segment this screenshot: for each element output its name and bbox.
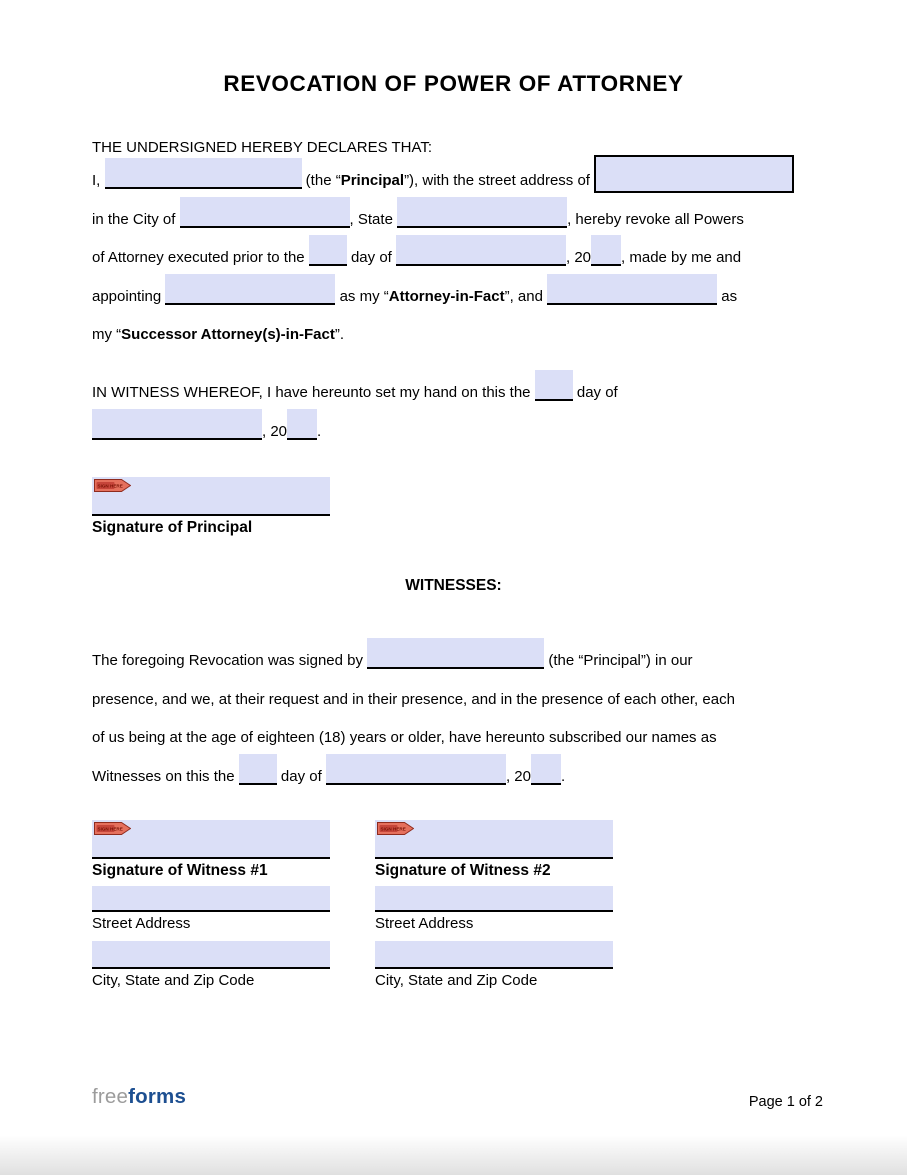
sign-here-arrow-icon[interactable] bbox=[94, 822, 131, 835]
text-segment: day of bbox=[346, 249, 396, 266]
svg-text:SIGN HERE: SIGN HERE bbox=[97, 826, 123, 832]
text-segment: ”. bbox=[334, 326, 344, 343]
declaration-heading: THE UNDERSIGNED HEREBY DECLARES THAT: bbox=[92, 139, 433, 156]
text-segment: . bbox=[317, 422, 322, 440]
text-segment: , 20 bbox=[566, 249, 592, 266]
witness2-block bbox=[375, 820, 613, 990]
prior-day-field[interactable] bbox=[309, 261, 347, 266]
text-segment: Witnesses on this the bbox=[92, 767, 239, 785]
text-segment: , made by me and bbox=[621, 249, 742, 266]
text-segment: presence, and we, at their request and in their presence, and in the presence of each other, each bbox=[92, 690, 735, 708]
principal-signature-label: Signature of Principal bbox=[92, 519, 253, 536]
text-segment: Attorney-in-Fact bbox=[388, 287, 505, 305]
witness-day-field[interactable] bbox=[239, 780, 277, 785]
svg-text:SIGN HERE: SIGN HERE bbox=[380, 826, 406, 832]
witness2-signature-field[interactable] bbox=[375, 820, 613, 859]
paragraph-line bbox=[92, 642, 735, 681]
paragraph-line bbox=[92, 278, 794, 317]
witness2-street-label: Street Address bbox=[375, 915, 474, 932]
witness1-block bbox=[92, 820, 330, 990]
page-number: Page 1 of 2 bbox=[748, 1094, 823, 1110]
text-segment: (the “Principal”) in our bbox=[544, 652, 693, 669]
execution-year-field[interactable] bbox=[287, 435, 317, 440]
logo-text-forms: forms bbox=[128, 1085, 187, 1108]
text-segment: day of bbox=[572, 384, 618, 401]
witness1-city-label: City, State and Zip Code bbox=[92, 972, 255, 989]
text-segment: in the City of bbox=[92, 210, 180, 228]
text-segment: ”), with the street address of bbox=[404, 172, 595, 189]
principal-signature-field[interactable] bbox=[92, 477, 330, 516]
page-title: REVOCATION OF POWER OF ATTORNEY bbox=[223, 71, 684, 96]
witness1-city-state-zip-field[interactable] bbox=[92, 941, 330, 969]
execution-day-field[interactable] bbox=[535, 396, 573, 401]
text-segment: appointing bbox=[92, 287, 166, 305]
principal-signature-block bbox=[92, 477, 330, 537]
text-segment: . bbox=[560, 767, 566, 785]
witness-month-field[interactable] bbox=[326, 780, 506, 785]
page-bottom-shadow bbox=[0, 1135, 907, 1175]
freeforms-logo bbox=[92, 1085, 186, 1109]
text-segment: IN WITNESS WHEREOF, I have hereunto set my hand on this the bbox=[92, 384, 535, 401]
text-segment: my “ bbox=[92, 326, 122, 343]
paragraph-witnesses bbox=[92, 642, 735, 796]
paragraph-line bbox=[92, 201, 794, 240]
execution-month-field[interactable] bbox=[92, 435, 262, 440]
sign-here-arrow-icon[interactable] bbox=[377, 822, 414, 835]
witness-year-field[interactable] bbox=[531, 780, 561, 785]
logo-text-free: free bbox=[92, 1085, 129, 1108]
paragraph-revocation bbox=[92, 162, 794, 355]
witness1-signature-field[interactable] bbox=[92, 820, 330, 859]
text-segment: , 20 bbox=[262, 422, 288, 440]
text-segment: of Attorney executed prior to the bbox=[92, 249, 309, 266]
text-segment: , State bbox=[349, 210, 398, 228]
city-field[interactable] bbox=[180, 223, 350, 228]
successor-attorney-field[interactable] bbox=[547, 300, 717, 305]
paragraph-line bbox=[92, 239, 794, 278]
text-segment: day of bbox=[276, 767, 326, 785]
paragraph-witness-whereof bbox=[92, 374, 618, 451]
paragraph-line bbox=[92, 316, 794, 355]
text-segment: Principal bbox=[340, 172, 405, 189]
paragraph-line bbox=[92, 681, 735, 720]
paragraph-line bbox=[92, 413, 618, 452]
prior-year-field[interactable] bbox=[591, 261, 621, 266]
prior-month-field[interactable] bbox=[396, 261, 566, 266]
witnesses-heading: WITNESSES: bbox=[405, 577, 502, 594]
sign-here-arrow-icon[interactable] bbox=[94, 479, 131, 492]
text-segment: ”, and bbox=[504, 287, 548, 305]
witness1-street-label: Street Address bbox=[92, 915, 191, 932]
witness-principal-name-field[interactable] bbox=[367, 664, 544, 669]
paragraph-line bbox=[92, 758, 735, 797]
principal-name-field[interactable] bbox=[105, 184, 302, 189]
witness2-street-address-field[interactable] bbox=[375, 886, 613, 912]
paragraph-line bbox=[92, 719, 735, 758]
street-address-box-field[interactable] bbox=[594, 186, 794, 189]
svg-text:SIGN HERE: SIGN HERE bbox=[97, 483, 123, 489]
paragraph-line bbox=[92, 374, 618, 413]
attorney-in-fact-field[interactable] bbox=[165, 300, 335, 305]
text-segment: , hereby revoke all Powers bbox=[567, 210, 744, 228]
paragraph-line bbox=[92, 162, 794, 201]
text-segment: , 20 bbox=[505, 767, 531, 785]
witness2-signature-label: Signature of Witness #2 bbox=[375, 862, 551, 879]
witness1-signature-label: Signature of Witness #1 bbox=[92, 862, 268, 879]
text-segment: as bbox=[717, 287, 738, 305]
text-segment: Successor Attorney(s)-in-Fact bbox=[121, 326, 335, 343]
text-segment: as my “ bbox=[335, 287, 389, 305]
witness2-city-state-zip-field[interactable] bbox=[375, 941, 613, 969]
text-segment: of us being at the age of eighteen (18) years or older, have hereunto subscribed our names as bbox=[92, 729, 717, 746]
text-segment: The foregoing Revocation was signed by bbox=[92, 652, 368, 669]
state-field[interactable] bbox=[397, 223, 567, 228]
text-segment: I, bbox=[92, 172, 105, 189]
witness1-street-address-field[interactable] bbox=[92, 886, 330, 912]
text-segment: (the “ bbox=[301, 172, 341, 189]
witness2-city-label: City, State and Zip Code bbox=[375, 972, 538, 989]
